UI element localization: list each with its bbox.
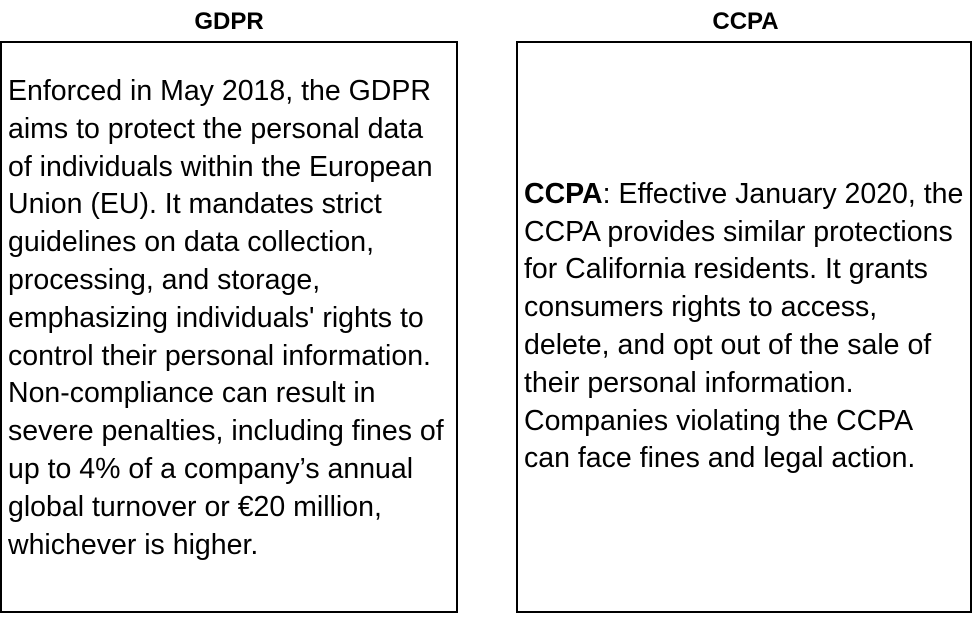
ccpa-description <box>518 176 970 478</box>
gdpr-heading: GDPR <box>194 8 264 35</box>
ccpa-description-text: : Effective January 2020, the CCPA provides similar protections for California residents. It grants consumers rights to access, delete, and opt out of the sale of their personal information. Companies violating the CCPA can face fines and legal action. <box>524 177 964 475</box>
ccpa-description-label: CCPA <box>524 177 603 210</box>
gdpr-column <box>0 0 458 561</box>
gdpr-box <box>0 41 458 613</box>
ccpa-box <box>516 41 972 613</box>
ccpa-heading: CCPA <box>712 8 779 35</box>
gdpr-description: Enforced in May 2018, the GDPR aims to protect the personal data of individuals within the European Union (EU). It mandates strict guidelines on data collection, processing, and storage, emphasizing individuals' rights to control their personal information. Non-compliance can result in severe penalties, including fines of up to 4% of a company’s annual global turnover or €20 million, whichever is higher. <box>8 75 444 561</box>
ccpa-column <box>516 0 975 475</box>
